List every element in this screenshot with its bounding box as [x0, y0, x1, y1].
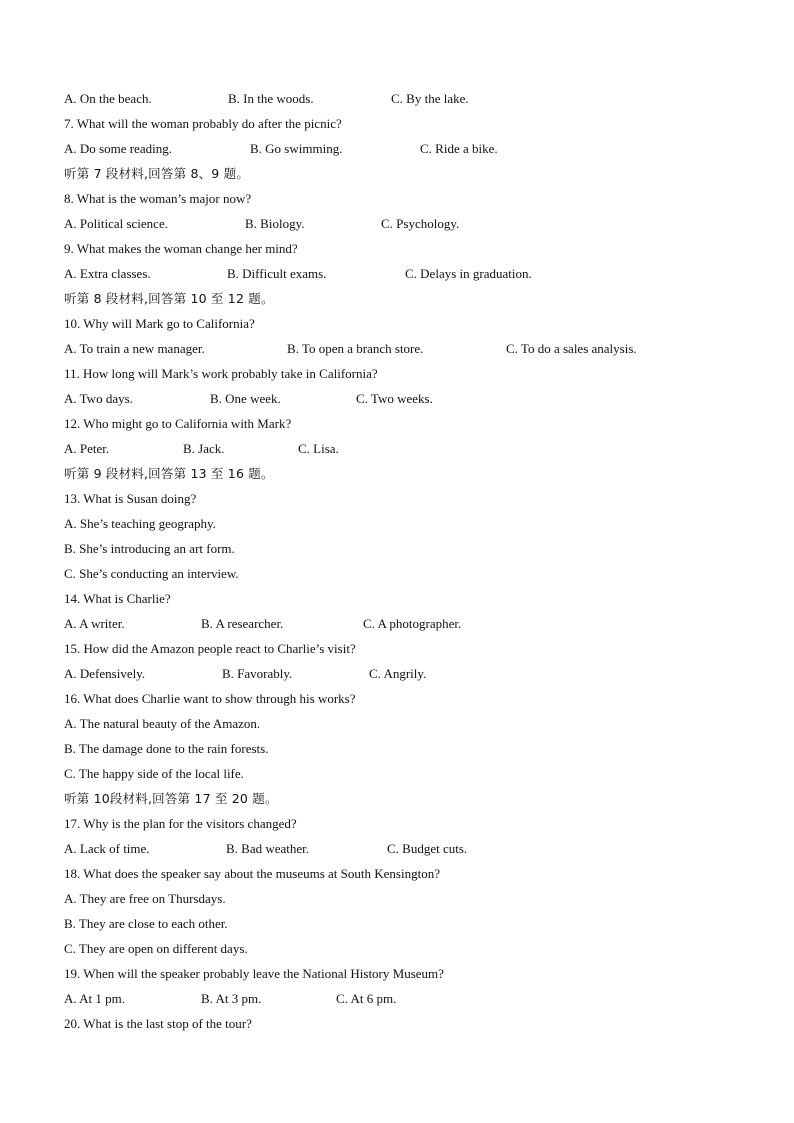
q13-option-b: B. She’s introducing an art form. — [64, 541, 235, 556]
q19-question: 19. When will the speaker probably leave the National History Museum? — [64, 966, 444, 981]
q18-option-a: A. They are free on Thursdays. — [64, 891, 226, 906]
q17-options — [64, 840, 764, 865]
section-heading-10: 听第 10段材料,回答第 17 至 20 题。 — [64, 791, 278, 806]
option-a: A. Lack of time. — [64, 841, 150, 856]
option-a: A. Extra classes. — [64, 266, 151, 281]
option-a: A. A writer. — [64, 616, 125, 631]
q13-option-a: A. She’s teaching geography. — [64, 516, 216, 531]
option-a: A. On the beach. — [64, 91, 152, 106]
option-a: A. At 1 pm. — [64, 991, 126, 1006]
option-c: C. Psychology. — [381, 216, 460, 231]
option-b: B. A researcher. — [201, 616, 284, 631]
q16-option-b: B. The damage done to the rain forests. — [64, 741, 269, 756]
q13-option-c: C. She’s conducting an interview. — [64, 566, 239, 581]
q8-options — [64, 215, 764, 240]
option-b: B. At 3 pm. — [201, 991, 262, 1006]
q7-question: 7. What will the woman probably do after the picnic? — [64, 116, 342, 131]
q16-option-a: A. The natural beauty of the Amazon. — [64, 716, 261, 731]
q11-options — [64, 390, 764, 415]
option-a: A. Peter. — [64, 441, 110, 456]
option-c: C. To do a sales analysis. — [506, 341, 637, 356]
q15-question: 15. How did the Amazon people react to Charlie’s visit? — [64, 641, 356, 656]
option-c: C. Angrily. — [369, 666, 427, 681]
q12-options — [64, 440, 764, 465]
option-b: B. Difficult exams. — [227, 266, 327, 281]
option-b: B. In the woods. — [228, 91, 314, 106]
option-c: C. Delays in graduation. — [405, 266, 532, 281]
option-c: C. Lisa. — [298, 441, 339, 456]
option-c: C. Ride a bike. — [420, 141, 498, 156]
q10-question: 10. Why will Mark go to California? — [64, 316, 255, 331]
option-c: C. A photographer. — [363, 616, 462, 631]
option-c: C. Two weeks. — [356, 391, 433, 406]
option-a: A. Two days. — [64, 391, 133, 406]
q12-question: 12. Who might go to California with Mark? — [64, 416, 292, 431]
q14-options — [64, 615, 764, 640]
q9-options — [64, 265, 764, 290]
q16-option-c: C. The happy side of the local life. — [64, 766, 244, 781]
option-b: B. Favorably. — [222, 666, 293, 681]
q18-option-b: B. They are close to each other. — [64, 916, 228, 931]
exam-page — [64, 90, 764, 1040]
q19-options — [64, 990, 764, 1015]
q17-question: 17. Why is the plan for the visitors changed? — [64, 816, 297, 831]
q20-question: 20. What is the last stop of the tour? — [64, 1016, 252, 1031]
option-a: A. Defensively. — [64, 666, 146, 681]
q10-options — [64, 340, 764, 365]
section-heading-8: 听第 8 段材料,回答第 10 至 12 题。 — [64, 291, 274, 306]
option-b: B. Biology. — [245, 216, 305, 231]
section-heading-7: 听第 7 段材料,回答第 8、9 题。 — [64, 166, 250, 181]
q15-options — [64, 665, 764, 690]
q8-question: 8. What is the woman’s major now? — [64, 191, 252, 206]
option-c: C. By the lake. — [391, 91, 469, 106]
option-b: B. To open a branch store. — [287, 341, 424, 356]
q6-options — [64, 90, 764, 115]
q18-question: 18. What does the speaker say about the museums at South Kensington? — [64, 866, 440, 881]
q14-question: 14. What is Charlie? — [64, 591, 171, 606]
option-b: B. One week. — [210, 391, 281, 406]
q16-question: 16. What does Charlie want to show through his works? — [64, 691, 356, 706]
q18-option-c: C. They are open on different days. — [64, 941, 248, 956]
q13-question: 13. What is Susan doing? — [64, 491, 197, 506]
q7-options — [64, 140, 764, 165]
option-b: B. Bad weather. — [226, 841, 310, 856]
option-a: A. To train a new manager. — [64, 341, 205, 356]
option-b: B. Go swimming. — [250, 141, 343, 156]
q11-question: 11. How long will Mark’s work probably take in California? — [64, 366, 378, 381]
q9-question: 9. What makes the woman change her mind? — [64, 241, 298, 256]
section-heading-9: 听第 9 段材料,回答第 13 至 16 题。 — [64, 466, 274, 481]
option-a: A. Political science. — [64, 216, 168, 231]
option-c: C. Budget cuts. — [387, 841, 468, 856]
option-b: B. Jack. — [183, 441, 225, 456]
option-c: C. At 6 pm. — [336, 991, 397, 1006]
option-a: A. Do some reading. — [64, 141, 172, 156]
